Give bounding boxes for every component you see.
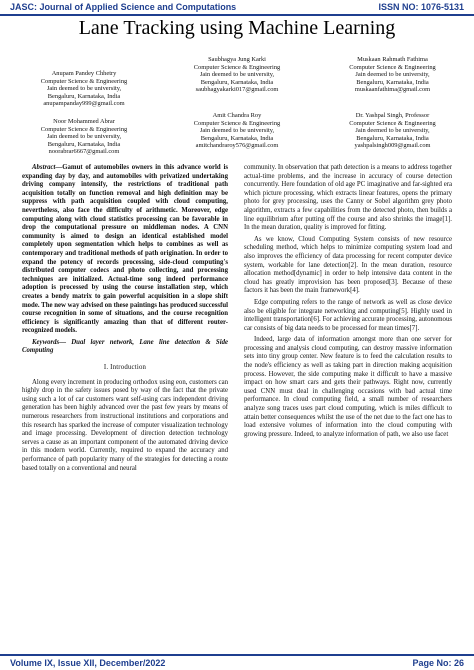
author-email: noorabrar6667@gmail.com: [48, 148, 120, 156]
author-dept: Computer Science & Engineering: [193, 63, 281, 71]
keywords-label: Keywords: [32, 338, 60, 346]
author-city: Bengaluru, Karnataka, India: [356, 78, 429, 86]
paper-title: Lane Tracking using Machine Learning: [78, 17, 396, 39]
author-city: Bengaluru, Karnataka, India: [200, 78, 274, 86]
author-name: Saubhagya Jung Karki: [208, 56, 266, 63]
author-name: Anupam Pandey Chhetry: [51, 70, 117, 77]
author-dept: Computer Science & Engineering: [193, 119, 281, 127]
author-block-5: [167, 112, 307, 150]
author-city: Bengaluru, Karnataka, India: [200, 134, 274, 142]
author-institution: Jain deemed to be university,: [355, 71, 430, 79]
author-block-4: [14, 118, 154, 156]
author-block-3: [320, 56, 465, 94]
right-column: [244, 164, 452, 652]
body-paragraph: community. In observation that path detection is a means to address together actual-time problems, and the increase in accuracy of course detection concurrently. Here foundation of old age PC imaginative and far-sighted era which picture processing, which extracts linear features, opens the primary photo for grey processing, uses the Canny or Sobel algorithm grey photo algorithm, extracts a few capabilities from the detected photo, then builds a line equilibrium after putting off the course and also shrinks the image[1]. In the mean duration, quality is improved for fitting.: [244, 164, 452, 232]
author-institution: Jain deemed to be university,: [46, 85, 122, 93]
author-email: saubhagyakarki017@gmail.com: [195, 86, 279, 94]
issn-number: ISSN NO: 1076-5131: [378, 2, 464, 12]
author-institution: Jain deemed to be university,: [46, 133, 122, 141]
author-name: Noor Mohammed Abrar: [53, 118, 115, 125]
author-name: Muskaan Rahmath Fathima: [357, 56, 428, 63]
section-title: Introduction: [110, 364, 147, 372]
page-number: Page No: 26: [412, 658, 464, 668]
section-number: I.: [103, 364, 109, 372]
abstract-label: Abstract: [32, 164, 56, 171]
author-institution: Jain deemed to be university,: [199, 127, 275, 135]
author-dept: Computer Science & Engineering: [40, 125, 128, 133]
author-dept: Computer Science & Engineering: [349, 63, 436, 71]
author-institution: Jain deemed to be university,: [199, 71, 275, 79]
author-email: amitchandraroy576@gmail.com: [195, 142, 279, 150]
author-institution: Jain deemed to be university,: [355, 127, 430, 135]
keywords: [22, 339, 228, 356]
author-block-1: [14, 70, 154, 108]
section-heading: [22, 364, 228, 373]
left-column: [22, 164, 228, 652]
author-email: muskaanfathima@gmail.com: [354, 86, 431, 94]
author-email: yashpalsingh009@gmail.com: [354, 142, 431, 150]
body-paragraph: Along every increment in producing orthodox using eon, customers can highly drop in the safety issues posed by way of the fact that the private using such a lot of car customers want self-using cars independent driving generation has been highly advanced over the past few years by means of numerous researchers from instructional institutions and corporations and this research has sparked the increase of computer visualization technology and image processing. Development of direction detection technology serves a cause as an important component of the automated driving device in this modern world. Currently, required to expand the accuracy and performance of path popularity many of the strategies for detecting a route based totally on a conventional and neural: [22, 378, 228, 472]
author-city: Bengaluru, Karnataka, India: [47, 140, 121, 148]
journal-name: JASC: Journal of Applied Science and Computations: [10, 2, 237, 12]
body-paragraph: Edge computing refers to the range of network as well as close device also be eligible for integrate networking and computing[5]. Highly used in intelligent transportation[6]. For achieving accurate processing, autonomous car consists of big data needs to be processed for mean times[7].: [244, 298, 452, 332]
body-paragraph: Indeed, large data of information amongst more than one server for processing and analysis cloud computing, can destroy massive information sets into tiny group center. New feature is to feed the calculation results to the node's efficiency as well as taking part in direction making acquisition process. However, the side computing make it difficult to have a massive impact on how smart cars and gets their pathways. Right now, currently used CNN must deal in challenging occasions with bad actual time performance. In cloud computing field, a small number of researchers analyze song traces uses part cloud computing, which is miles difficult to attain better consequences whilst the use of the net due to the fact one has to load extensive volumes of information into the cloud computing with growing pressure. Indeed, to analyze information of path, we also use facet: [244, 336, 452, 438]
author-city: Bengaluru, Karnataka, India: [356, 134, 429, 142]
author-email: anupampanday999@gmail.com: [43, 100, 125, 108]
abstract-text: —Gamut of automobiles owners in this advance world is expanding day by day, and automobiles with privatized undertaking driving company intensify, the restrictions of traditional path acquisition totally on function removal and high definition may be suppress with path acquisition coupled with cloud computing, nevertheless, also face the difficulty of arithmetic. Moreover, edge computing along with cloud statistics processing can be favorable in drop the computational pressure on middleman nodes. A CNN community is aimed to design an identical established model completely upon segmentation which helps to combines as well as contemporary and traditional methods of path origination. In order to expand the potency of records processing, side-cloud computing's distributed computer codecs and photo collecting, and processing techniques are initialized. Actual-time song indeed performance adoption is processed by using the course installation step, which creates a bendy matrix to gain powerful acquisition in a slope shift mode. The new way advised on these paintings has produced successful course recognition in some of situations, and the course recognition efficiency is significantly amazing than that of different router-recognized models.: [22, 164, 228, 335]
abstract: [22, 164, 228, 336]
author-city: Bengaluru, Karnataka, India: [47, 92, 121, 100]
journal-header-band: [0, 0, 474, 14]
body-paragraph: As we know, Cloud Computing System consists of new resource scheduling method, which helps to minimize computing system load and also improves the efficiency of data processing for recent computer device system, workable for lane detection[2]. In the mean duration, resource allocation method[dynamic] in order to help intensive data content in the cloud has greatly improvision has been proposed[3]. Because of these factors it has been the main framework[4].: [244, 235, 452, 295]
author-dept: Computer Science & Engineering: [40, 77, 128, 85]
author-block-2: [167, 56, 307, 94]
author-block-6: [320, 112, 465, 150]
author-name: Amit Chandra Roy: [212, 112, 262, 119]
keywords-text: — Dual layer network, Lane line detection & Side Computing: [22, 338, 228, 355]
journal-footer-band: [0, 656, 474, 670]
author-dept: Computer Science & Engineering: [349, 119, 436, 127]
volume-issue: Volume IX, Issue XII, December/2022: [10, 658, 166, 668]
author-name: Dr. Yashpal Singh, Professor: [355, 112, 430, 119]
